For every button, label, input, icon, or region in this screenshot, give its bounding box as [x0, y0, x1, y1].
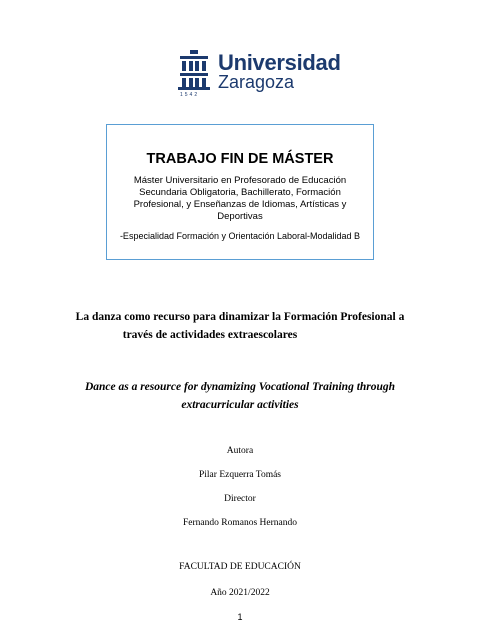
logo-year: 1542: [180, 92, 200, 98]
academic-year: Año 2021/2022: [210, 588, 270, 598]
title-box: [106, 124, 374, 260]
english-title: [0, 378, 480, 414]
spanish-title-line1: La danza como recurso para dinamizar la Formación Profesional a: [75, 311, 405, 323]
university-logo: [176, 50, 341, 108]
faculty-name: FACULTAD DE EDUCACIÓN: [179, 562, 301, 572]
author-label: Autora: [226, 446, 254, 456]
director-name: Fernando Romanos Hernando: [183, 518, 297, 528]
specialty-text: -Especialidad Formación y Orientación Laboral-Modalidad B: [119, 231, 361, 241]
director-label: Director: [224, 494, 256, 504]
spanish-title-line2: través de actividades extraescolares: [122, 329, 298, 341]
logo-name-line1: Universidad: [218, 50, 341, 75]
document-type-title: TRABAJO FIN DE MÁSTER: [146, 151, 334, 167]
spanish-title: [0, 308, 480, 344]
master-program-text: Máster Universitario en Profesorado de Educación Secundaria Obligatoria, Bachillerato, Formación Profesional, y Enseñanzas de Idiomas, Artísticas y Deportivas: [133, 175, 347, 222]
author-name: Pilar Ezquerra Tomás: [199, 470, 281, 480]
english-title-line1: Dance as a resource for dynamizing Vocational Training through: [84, 381, 396, 393]
english-title-line2: extracurricular activities: [181, 399, 299, 411]
page-number: 1: [237, 612, 243, 622]
logo-name-line2: Zaragoza: [218, 72, 295, 92]
university-crest-icon: [176, 50, 212, 90]
